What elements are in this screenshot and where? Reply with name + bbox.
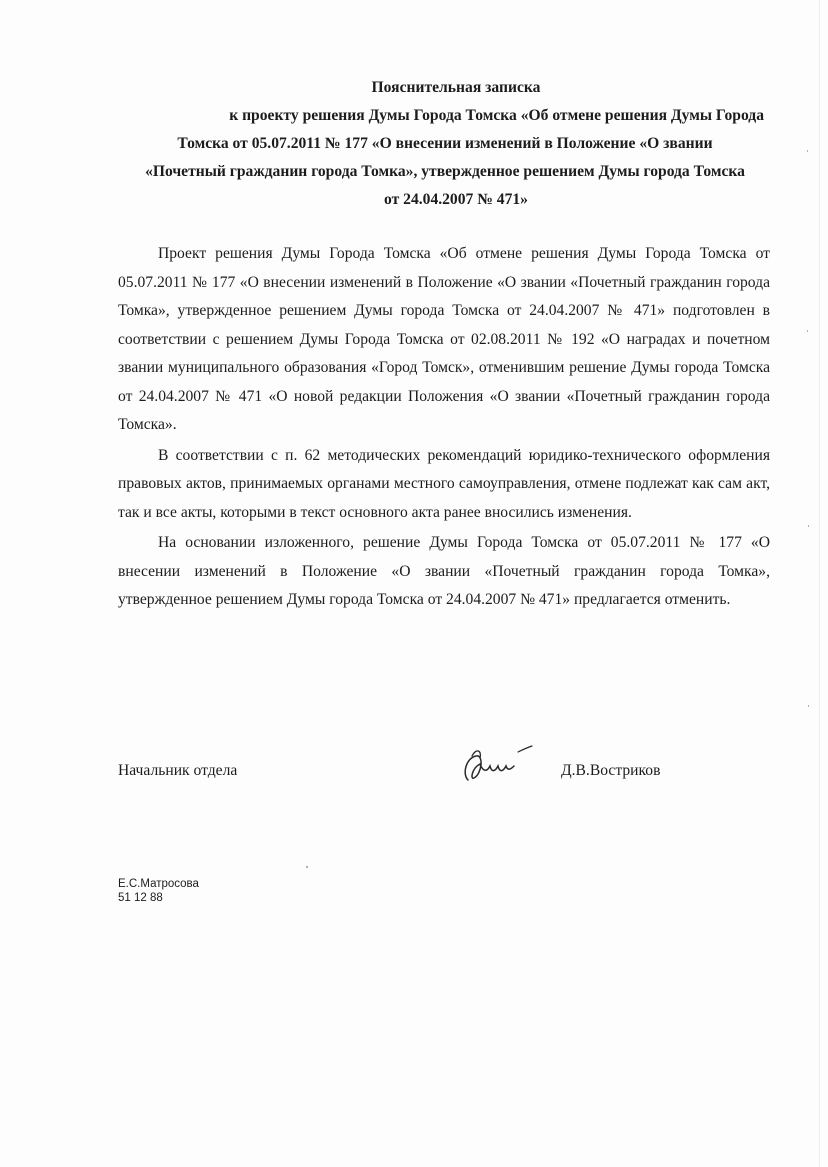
header-line-2: к проекту решения Думы Города Томска «Об отмене решения Думы Города bbox=[229, 107, 764, 124]
paragraph-2: В соответствии с п. 62 методических рекомендаций юридико-технического оформления правовых актов, принимаемых органами местного самоуправления, отмене подлежат как сам акт, так и все акты, которыми в текст основного акта ранее вносились изменения. bbox=[118, 446, 770, 521]
header-title: Пояснительная записка bbox=[371, 79, 541, 96]
scan-speck bbox=[808, 705, 809, 707]
paragraph-3: На основании изложенного, решение Думы Города Томска от 05.07.2011 № 177 «О внесении изменений в Положение «О звании «Почетный гражданин города Томка», утвержденное решением Думы города Томска от 24.04.2007 № 471» предлагается отменить. bbox=[118, 534, 770, 608]
header-line-5: от 24.04.2007 № 471» bbox=[384, 191, 528, 208]
executor-phone: 51 12 88 bbox=[118, 892, 163, 904]
scan-speck bbox=[807, 150, 808, 152]
signer-position: Начальник отдела bbox=[118, 762, 238, 779]
handwritten-signature-icon bbox=[458, 744, 538, 788]
scan-edge-line bbox=[819, 0, 820, 1167]
scan-speck bbox=[808, 525, 809, 527]
document-header bbox=[110, 74, 780, 214]
signer-name: Д.В.Востриков bbox=[561, 762, 661, 779]
scan-speck bbox=[807, 330, 808, 332]
signature-block bbox=[118, 758, 770, 788]
paragraph-1: Проект решения Думы Города Томска «Об отмене решения Думы Города Томска от 05.07.2011 № 177 «О внесении изменений в Положение «О звании «Почетный гражданин города Томка», утвержденное решением Думы города Томска от 24.04.2007 № 471» подготовлен в соответствии с решением Думы Города Томска от 02.08.2011 № 192 «О наградах и почетном звании муниципального образования «Город Томск», отменившим решение Думы города Томска от 24.04.2007 № 471 «О новой редакции Положения «О звании «Почетный гражданин города Томска». bbox=[118, 245, 770, 433]
header-line-4: «Почетный гражданин города Томка», утвержденное решением Думы города Томска bbox=[145, 163, 745, 180]
executor-name: Е.С.Матросова bbox=[118, 878, 199, 890]
header-line-3: Томска от 05.07.2011 № 177 «О внесении изменений в Положение «О звании bbox=[177, 135, 713, 152]
document-body bbox=[118, 240, 770, 617]
executor-info bbox=[118, 877, 199, 905]
scan-speck bbox=[306, 866, 308, 868]
